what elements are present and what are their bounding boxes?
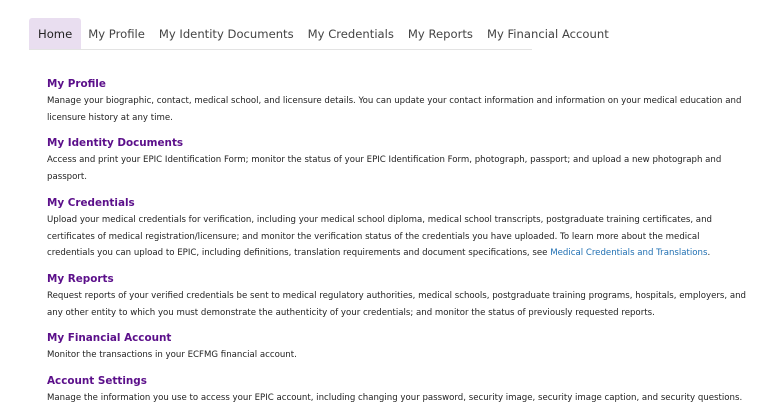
tab-my-financial-account[interactable]: My Financial Account: [486, 26, 609, 41]
section-description: Manage your biographic, contact, medical school, and licensure details. You can update your contact information and information on your medical education and licensure history at any time.: [47, 96, 742, 123]
section-my-credentials: [47, 196, 747, 262]
tab-my-reports[interactable]: My Reports: [407, 26, 473, 41]
tab-my-credentials[interactable]: My Credentials: [307, 26, 394, 41]
tab-bar: [29, 18, 609, 50]
section-description: Monitor the transactions in your ECFMG financial account.: [47, 350, 297, 361]
tab-my-profile[interactable]: My Profile: [88, 26, 145, 41]
tab-my-identity-documents[interactable]: My Identity Documents: [158, 26, 294, 41]
home-content: [47, 77, 747, 407]
section-description-end: .: [707, 248, 711, 259]
section-title: Account Settings: [47, 375, 147, 388]
section-my-financial-account: [47, 331, 747, 364]
section-title: My Credentials: [47, 196, 135, 209]
tab-home[interactable]: Home: [29, 18, 81, 49]
section-title: My Profile: [47, 78, 106, 90]
medical-credentials-translations-link[interactable]: Medical Credentials and Translations: [550, 248, 708, 259]
section-description: Manage the information you use to access your EPIC account, including changing your password, security image, security image caption, and security questions.: [47, 393, 743, 404]
section-account-settings: [47, 374, 747, 407]
section-my-profile: [47, 77, 747, 126]
section-description-text: Upload your medical credentials for verification, including your medical school diploma, medical school transcripts, postgraduate training certificates, and certificates of medical registration/licensure; and monitor the verification status of the credentials you have uploaded. To learn more about the medical credentials you can upload to EPIC, including definitions, translation requirements and document specifications, see: [47, 214, 712, 259]
section-my-identity-documents: [47, 136, 747, 185]
section-title: My Reports: [47, 272, 114, 285]
section-title: My Identity Documents: [47, 137, 184, 150]
section-my-reports: [47, 272, 747, 321]
section-description: Access and print your EPIC Identification Form; monitor the status of your EPIC Identification Form, photograph, passport; and upload a new photograph and passport.: [47, 155, 722, 183]
section-title: My Financial Account: [47, 332, 172, 345]
section-description: Request reports of your verified credentials be sent to medical regulatory authorities, medical schools, postgraduate training programs, hospitals, employers, and any other entity to which you must demonstrate the authenticity of your credentials; and monitor the status of previously requested reports.: [47, 290, 747, 318]
section-description: [47, 212, 747, 262]
